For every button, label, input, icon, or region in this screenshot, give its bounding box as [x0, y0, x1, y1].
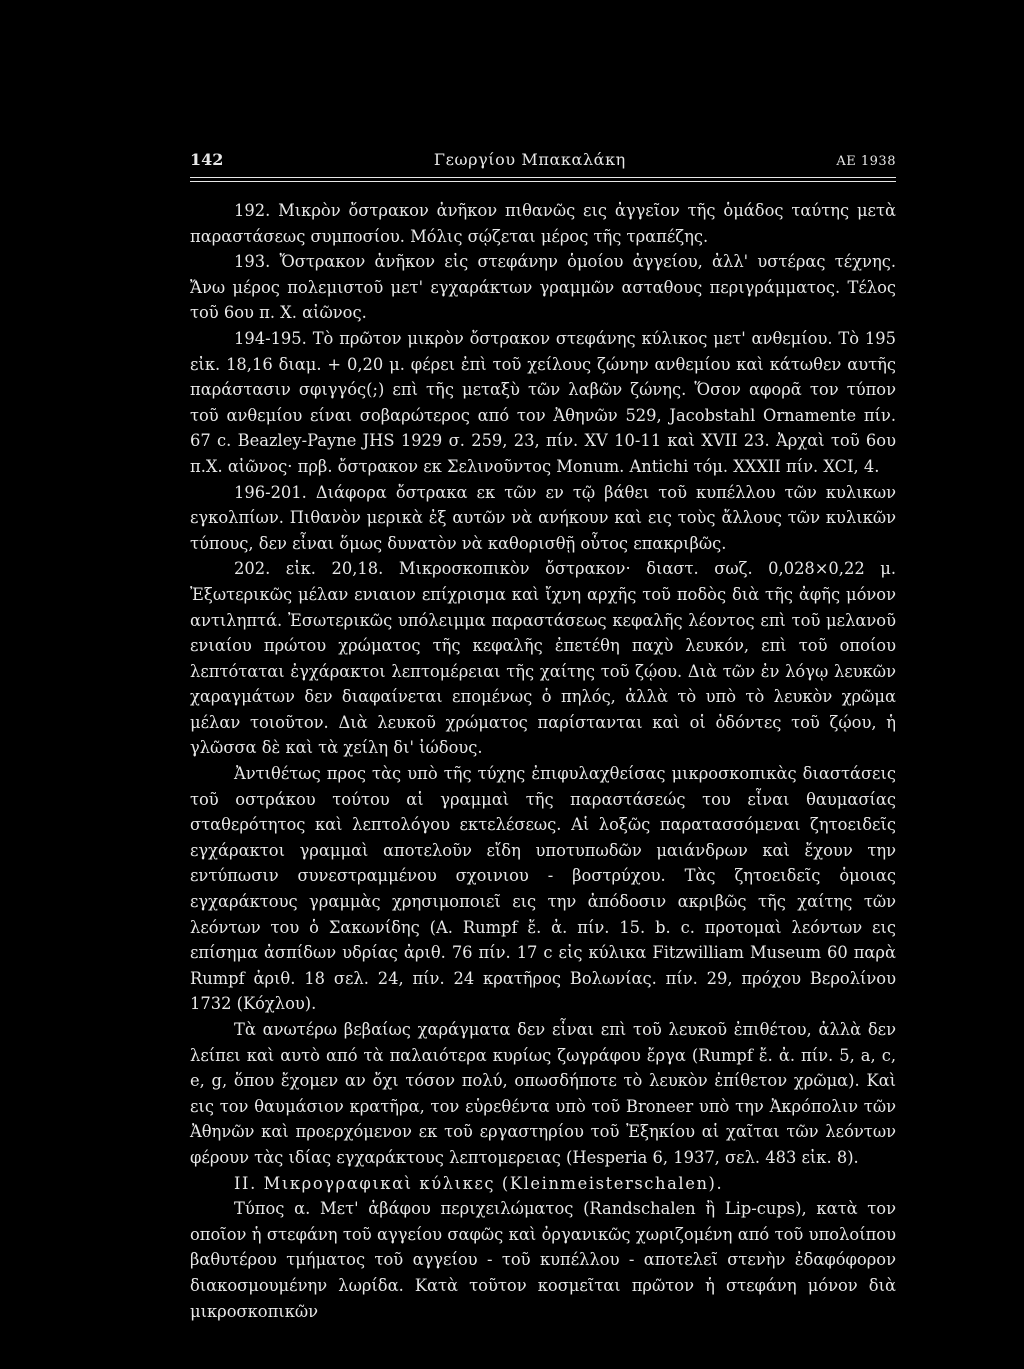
text-block — [190, 150, 896, 1324]
page-header — [190, 150, 896, 177]
section-heading-kleinmeister: II. Μικρογραφικαὶ κύλικες (Kleinmeisterschalen). — [234, 1173, 724, 1193]
paragraph-196-201: 196-201. Διάφορα ὄστρακα εκ τῶν εν τῷ βάθει τοῦ κυπέλλου τῶν κυλικων εγκολπίων. Πιθανὸν μερικὰ ἐξ αυτῶν νὰ ανήκουν καὶ εις τοὺς ἄλλους τῶν κυλικῶν τύπους, δεν εἶναι ὅμως δυνατὸν νὰ καθορισθῇ οὗτος επακριβῶς. — [190, 482, 896, 553]
paragraph-194-195: 194-195. Τὸ πρῶτον μικρὸν ὄστρακον στεφάνης κύλικος μετ' ανθεμίου. Τὸ 195 εἰκ. 18,16 διαμ. + 0,20 μ. φέρει ἐπὶ τοῦ χείλους ζώνην ανθεμίου καὶ κάτωθεν αυτῆς παράστασιν σφιγγός(;) επὶ τῆς μεταξὺ τῶν λαβῶν ζώνης. Ὅσον αφορᾶ τον τύπον τοῦ ανθεμίου είναι σοβαρώτερος από τον Ἀθηνῶν 529, Jacobstahl Ornamente πίν. 67 c. Beazley-Payne JHS 1929 σ. 259, 23, πίν. XV 10-11 καὶ XVII 23. Ἀρχαὶ τοῦ 6ου π.Χ. αἰῶνος· πρβ. ὄστρακον εκ Σελινοῦντος Monum. Antichi τόμ. XXXII πίν. XCI, 4. — [190, 328, 896, 476]
paragraph-193: 193. Ὄστρακον ἀνῆκον εἰς στεφάνην ὁμοίου ἀγγείου, ἀλλ' υστέρας τέχνης. Ἄνω μέρος πολεμιστοῦ μετ' εγχαράκτων γραμμῶν ασταθους περιγράμματος. Τέλος τοῦ 6ου π. Χ. αἰῶνος. — [190, 252, 896, 323]
journal-reference: ΑΕ 1938 — [836, 154, 896, 169]
paragraph-type-a: Τύπος α. Μετ' ἀβάφου περιχειλώματος (Randschalen ἢ Lip-cups), κατὰ τον οποῖον ἡ στεφάνη τοῦ αγγείου σαφῶς καὶ ὀργανικῶς χωριζομένη από τοῦ υπολοίπου βαθυτέρου τμήματος τοῦ αγγείου - τοῦ κυπέλλου - αποτελεῖ στενὴν ἐδαφόφορον διακοσμουμένην λωρίδα. Κατὰ τοῦτον κοσμεῖται πρῶτον ἡ στεφάνη μόνον διὰ μικροσκοπικῶν — [190, 1199, 896, 1321]
header-rule — [190, 177, 896, 182]
running-title: Γεωργίου Μπακαλάκη — [433, 150, 626, 169]
paragraph-engravings: Τὰ ανωτέρω βεβαίως χαράγματα δεν εἶναι επὶ τοῦ λευκοῦ ἐπιθέτου, ἀλλὰ δεν λείπει καὶ αυτὸ από τὰ παλαιότερα κυρίως ζωγράφου ἔργα (Rumpf ἔ. ἀ. πίν. 5, a, c, e, g, ὅπου ἔχομεν αν ὄχι τόσον πολύ, οπωσδήποτε τὸ λευκὸν ἐπίθετον χρῶμα). Καὶ εις τον θαυμάσιον κρατῆρα, τον εὑρεθέντα υπὸ τοῦ Broneer υπὸ την Ἀκρόπολιν τῶν Ἀθηνῶν καὶ προερχόμενον εκ τοῦ εργαστηρίου τοῦ Ἐξηκίου αἱ χαῖται τῶν λεόντων φέρουν τὰς ιδίας εγχαράκτους λεπτομερειας (Hesperia 6, 1937, σελ. 483 εἰκ. 8). — [190, 1020, 896, 1167]
page-number: 142 — [190, 150, 224, 169]
paragraph-192: 192. Μικρὸν ὄστρακον ἀνῆκον πιθανῶς εις ἀγγεῖον τῆς ὁμάδος ταύτης μετὰ παραστάσεως συμποσίου. Μόλις σῴζεται μέρος τῆς τραπέζης. — [190, 201, 896, 246]
paragraph-contrast: Ἀντιθέτως προς τὰς υπὸ τῆς τύχης ἐπιφυλαχθείσας μικροσκοπικὰς διαστάσεις τοῦ οστράκου τούτου αἱ γραμμαὶ τῆς παραστάσεώς του εἶναι θαυμασίας σταθερότητος καὶ λεπτολόγου εκτελέσεως. Αἱ λοξῶς παρατασσόμεναι ζητοειδεῖς εγχάρακτοι γραμμαὶ αποτελοῦν εἴδη υποτυπωδῶν μαιάνδρων καὶ ἔχουν την εντύπωσιν συνεστραμμένου σχοινιου - βοστρύχου. Τὰς ζητοειδεῖς ὁμοιας εγχαράκτους γραμμὰς χρησιμοποιεῖ εις την ἀπόδοσιν ακριβῶς τῆς χαίτης τῶν λεόντων του ὁ Σακωνίδης (A. Rumpf ἔ. ἀ. πίν. 15. b. c. προτομαὶ λεόντων εις επίσημα ἀσπίδων υδρίας ἀριθ. 76 πίν. 17 c εἰς κύλικα Fitzwilliam Museum 60 παρὰ Rumpf ἀριθ. 18 σελ. 24, πίν. 24 κρατῆρος Βολωνίας. πίν. 29, πρόχου Βερολίνου 1732 (Κόχλου). — [190, 764, 896, 1014]
paragraph-202: 202. εἰκ. 20,18. Μικροσκοπικὸν ὄστρακον· διαστ. σωζ. 0,028×0,22 μ. Ἐξωτερικῶς μέλαν ενιαιον επίχρισμα καὶ ἴχνη αρχῆς τοῦ ποδὸς διὰ τῆς ἀφῆς μόνον αντιληπτά. Ἐσωτερικῶς υπόλειμμα παραστάσεως κεφαλῆς λέοντος επὶ τοῦ μελανοῦ ενιαίου πρώτου χρώματος τῆς κεφαλῆς ἐπετέθη παχὺ λευκόν, επὶ τοῦ οποίου λεπτόταται ἐγχάρακτοι λεπτομέρειαι τῆς χαίτης τοῦ ζῴου. Διὰ τῶν ἐν λόγῳ λευκῶν χαραγμάτων δεν διαφαίνεται επομένως ὁ πηλός, ἀλλὰ τὸ υπὸ τὸ λευκὸν χρῶμα μέλαν τοιοῦτον. Διὰ λευκοῦ χρώματος παρίστανται καὶ οἱ ὀδόντες τοῦ ζῴου, ἡ γλῶσσα δὲ καὶ τὰ χείλη δι' ἰώδους. — [190, 559, 896, 758]
body-text — [190, 198, 896, 1324]
